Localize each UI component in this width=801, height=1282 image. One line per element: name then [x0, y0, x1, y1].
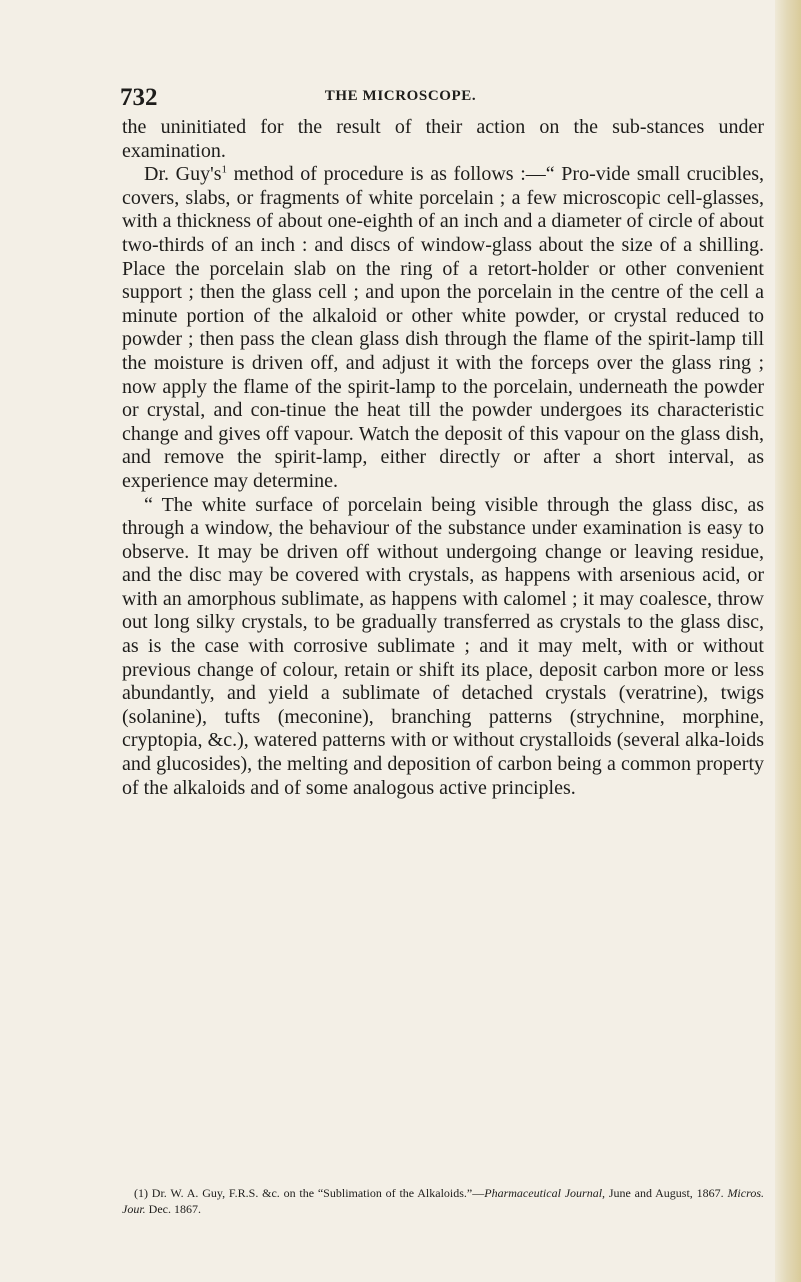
footnote-tail: Dec. 1867. — [145, 1202, 201, 1216]
footnote-journal: Pharmaceutical Journal, — [484, 1186, 606, 1200]
footnote — [122, 1185, 764, 1217]
page-edge-shadow — [775, 0, 801, 1282]
paragraph-3: “ The white surface of porcelain being visible through the glass disc, as through a window, the behaviour of the substance under examination is easy to observe. It may be driven off without undergoing change or leaving residue, and the disc may be covered with crystals, as happens with arsenious acid, or with an amorphous sublimate, as happens with calomel ; it may coalesce, throw out long silky crystals, to be gradually transferred as crystals to the glass disc, as is the case with corrosive sublimate ; and it may melt, with or without previous change of colour, retain or shift its place, deposit carbon more or less abundantly, and yield a sublimate of detached crystals (veratrine), twigs (solanine), tufts (meconine), branching patterns (strychnine, morphine, cryptopia, &c.), watered patterns with or without crystalloids (several alka-loids and glucosides), the melting and deposition of carbon being a common property of the alkaloids and of some analogous active principles. — [122, 493, 764, 799]
paragraph-1: the uninitiated for the result of their action on the sub-stances under examination. — [122, 116, 764, 162]
paragraph-2 — [122, 163, 764, 493]
page-number: 732 — [120, 84, 158, 111]
paragraph-2-body: method of procedure is as follows :—“ Pro-vide small crucibles, covers, slabs, or fragments of white porcelain ; a few microscopic cell-glasses, with a thickness of about one-eighth of an inch and a diameter of circle of about two-thirds of an inch : and discs of window-glass about the size of a shilling. Place the porcelain slab on the ring of a retort-holder or other convenient support ; then the glass cell ; and upon the porcelain in the centre of the cell a minute portion of the alkaloid or other white powder, or crystal reduced to powder ; then pass the clean glass dish through the flame of the spirit-lamp till the moisture is driven off, and adjust it with the forceps over the glass ring ; now apply the flame of the spirit-lamp to the porcelain, underneath the powder or crystal, and con-tinue the heat till the powder undergoes its characteristic change and gives off vapour. Watch the deposit of this vapour on the glass dish, and remove the spirit-lamp, either directly or after a short interval, as experience may determine. — [122, 163, 764, 492]
footnote-lead: (1) Dr. W. A. Guy, F.R.S. &c. on the “Sublimation of the Alkaloids.”— — [134, 1186, 485, 1200]
running-title: THE MICROSCOPE. — [324, 88, 477, 104]
footnote-ref: 1 — [221, 163, 227, 176]
footnote-dates: June and August, 1867. — [605, 1186, 728, 1200]
footnote-abbrev: Micros. Jour. — [122, 1186, 764, 1216]
body-text — [122, 116, 764, 800]
paragraph-2-lead: Dr. Guy's — [144, 163, 222, 186]
